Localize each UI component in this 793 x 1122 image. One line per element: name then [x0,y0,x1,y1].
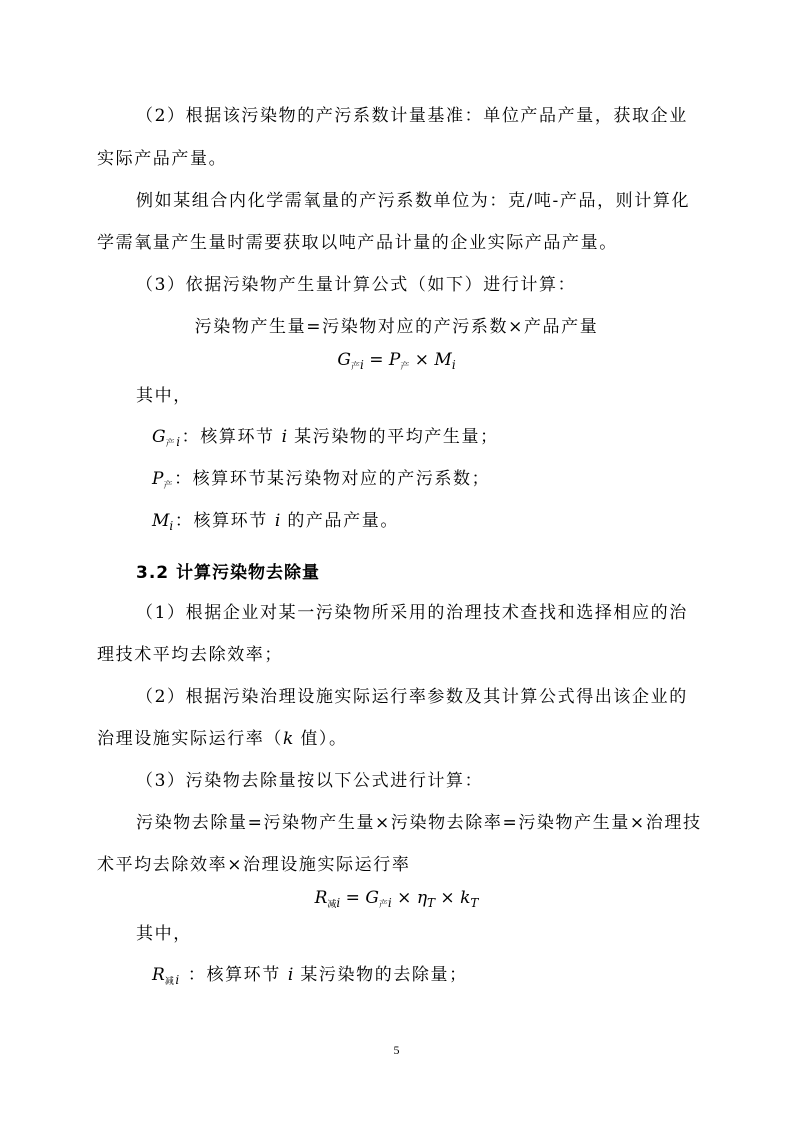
def-R-sub: 减 [164,977,176,987]
formula-2-equals: = [340,888,366,908]
def-M-sub-i: i [169,519,175,533]
formula-2-k-sub: T [470,896,479,910]
p5-pre: 治理设施实际运行率（ [97,729,283,749]
formula-2-k: k [460,888,471,908]
definition-G [152,425,752,449]
formula-2-eta: η [416,888,428,908]
formula-1-M: M [434,350,452,370]
p5-k: k [283,729,294,749]
formula-2-R-sub-i: i [336,896,341,910]
def-G-sub: 产 [165,439,177,449]
paragraph-7-line-2: 术平均去除效率×治理设施实际运行率 [97,855,411,875]
formula-text-1: 污染物产生量=污染物对应的产污系数×产品产量 [194,317,599,337]
def-P-text: ：核算环节某污染物对应的产污系数； [174,469,491,489]
paragraph-4-line-2: 理技术平均去除效率； [97,645,283,665]
section-heading: 3.2 计算污染物去除量 [136,563,321,583]
formula-2-R-sub: 减 [327,900,337,910]
def-M-i: i [274,511,281,531]
def-R-i: i [287,965,294,985]
formula-1-G: G [337,350,351,370]
formula-1-P: P [388,350,401,370]
definition-R [152,963,752,987]
formula-1-times: × [409,350,435,370]
formula-2-R: R [314,888,328,908]
formula-2-times-2: × [435,888,461,908]
paragraph-5-line-1: （2）根据污染治理设施实际运行率参数及其计算公式得出该企业的 [136,687,688,707]
formula-1-G-sub: 产 [350,362,360,372]
def-G-i: i [281,427,288,447]
page-number: 5 [393,1043,400,1057]
paragraph-4-line-1: （1）根据企业对某一污染物所采用的治理技术查找和选择相应的治 [136,603,688,623]
formula-1 [0,348,793,372]
paragraph-7-line-1: 污染物去除量=污染物产生量×污染物去除率=污染物产生量×治理技 [136,813,702,833]
paragraph-3: （3）依据污染物产生量计算公式（如下）进行计算： [136,275,577,295]
paragraph-6: （3）污染物去除量按以下公式进行计算： [136,771,484,791]
def-G-text: ：核算环节 [181,427,282,447]
formula-2-G-sub: 产 [378,900,388,910]
where-label-1: 其中， [136,386,192,406]
formula-1-P-sub: 产 [400,362,410,372]
def-P-symbol: P [152,469,164,489]
def-R-text: ：核算环节 [180,965,288,985]
definition-M [152,509,752,533]
formula-1-equals: = [363,350,389,370]
definition-P [152,467,752,491]
def-R-rest: 某污染物的去除量； [293,965,468,985]
paragraph-5-line-2 [97,727,697,751]
def-G-rest: 某污染物的平均产生量； [287,427,499,447]
def-M-rest: 的产品产量。 [280,511,399,531]
formula-2-eta-sub: T [427,896,436,910]
def-M-symbol: M [152,511,170,531]
formula-1-G-sub-i: i [359,358,364,372]
formula-2-times-1: × [391,888,417,908]
paragraph-2-line-1: （2）根据该污染物的产污系数计量基准：单位产品产量，获取企业 [136,106,688,126]
p5-post: 值）。 [293,729,348,749]
def-M-text: ：核算环节 [174,511,275,531]
def-G-symbol: G [152,427,166,447]
example-line-2: 学需氧量产生量时需要获取以吨产品计量的企业实际产品产量。 [97,233,618,253]
paragraph-2-line-2: 实际产品产量。 [97,149,228,169]
example-line-1: 例如某组合内化学需氧量的产污系数单位为：克/吨-产品，则计算化 [136,191,691,211]
formula-2-G: G [365,888,379,908]
def-G-sub-i: i [176,435,182,449]
def-R-symbol: R [152,965,165,985]
where-label-2: 其中， [136,924,192,944]
formula-2-G-sub-i: i [387,896,392,910]
formula-1-M-sub: i [451,358,456,372]
formula-2 [0,886,793,910]
def-R-sub-i: i [175,973,181,987]
def-P-sub: 产 [163,481,175,491]
